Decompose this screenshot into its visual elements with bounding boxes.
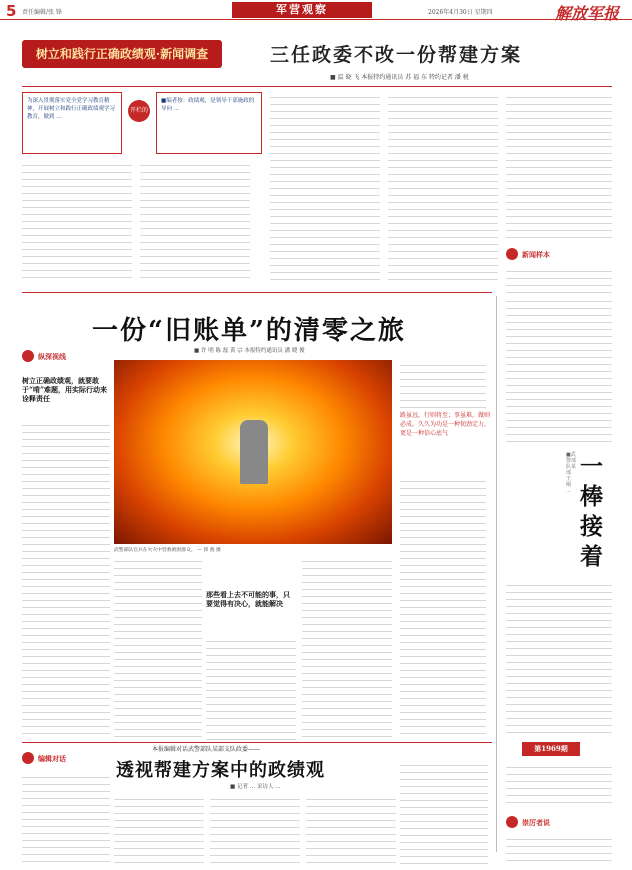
column-divider (496, 296, 497, 852)
top-byline: ■ 温 晓 飞 本报特约通讯员 苏 福 东 特约记者 潘 税 (330, 74, 469, 81)
body-text-column (388, 92, 498, 284)
feature-subhead-2: 那些看上去不可能的事，只要觉得有决心，就能解决 (206, 590, 290, 608)
body-text-column (114, 794, 204, 864)
newspaper-logo: 解放军报 (555, 4, 620, 23)
sidebar-text (506, 762, 612, 808)
column-circle-badge: 开栏的话 (128, 100, 150, 122)
body-text-column (400, 360, 486, 408)
intro-box: 为深入贯彻落实党全党学习教育精神，开展树立和践行正确政绩观学习教育，做到 … (22, 92, 122, 154)
top-headline: 三任政委不改一份帮建方案 (270, 44, 523, 66)
issue-date: 2026年4月30日 星期四 (428, 9, 493, 16)
body-text-column (22, 420, 110, 740)
body-text-column (206, 636, 296, 740)
feature-subhead-1: 树立正确政绩观，就要敢于“啃”难题，用实际行动来诠释责任 (22, 376, 108, 403)
bottom-tag: 编辑对话 (22, 752, 66, 765)
body-text-column (400, 476, 486, 740)
body-text-column (302, 556, 392, 740)
body-text-column (22, 160, 132, 284)
body-text-column (210, 794, 300, 864)
sidebar-text (506, 580, 612, 738)
sidebar-tag-2: 崇厉者说 (506, 816, 550, 829)
sidebar-text (506, 296, 612, 442)
feature-headline: 一份“旧账单”的清零之旅 (92, 316, 406, 346)
bottom-kicker: 本报编辑对话武警部队某部支队政委—— (152, 746, 261, 753)
pull-quote: 路虽远，行则将至；事虽难，做则必成。久久为功是一种韧劲定力，更是一种信心底气 (400, 412, 491, 437)
feature-photo-figure (240, 420, 268, 484)
page-number: 5 (6, 2, 17, 20)
body-text-column (22, 772, 110, 864)
photo-caption: 武警部队官兵在火灾中营救被困群众。 — 郭 燕 摄 (114, 548, 221, 553)
body-text-column (400, 760, 488, 864)
body-text-column (140, 160, 250, 284)
editor-note-box: ■编者按：政绩观，是领导干部施政的导向 … (156, 92, 262, 154)
issue-badge: 第1969期 (522, 742, 580, 756)
feature-tag: 纵深视线 (22, 350, 66, 363)
column-banner: 树立和践行正确政绩观·新闻调查 (22, 40, 222, 68)
vertical-headline: 一棒接着 (580, 453, 603, 570)
divider (22, 742, 492, 743)
body-text-column (114, 556, 202, 740)
body-text-column (506, 92, 612, 242)
bottom-headline: 透视帮建方案中的政绩观 (116, 760, 325, 781)
body-text-column (306, 794, 396, 864)
feature-byline: ■ 许 明 陈 磊 黄 宗 本报特约通讯员 潘 晓 俊 (194, 348, 305, 354)
editor-label: 责任编辑/张 锋 (22, 9, 62, 16)
vertical-byline: ■武警部队某部 王 刚 … (566, 452, 577, 494)
divider (22, 86, 612, 87)
sidebar-tag: 新闻样本 (506, 248, 550, 261)
sidebar-text (506, 834, 612, 864)
body-text-column (270, 92, 380, 284)
divider (22, 292, 492, 293)
section-title: 军营观察 (232, 2, 372, 18)
bottom-byline: ■ 记者 … 采访人 … (230, 784, 281, 790)
